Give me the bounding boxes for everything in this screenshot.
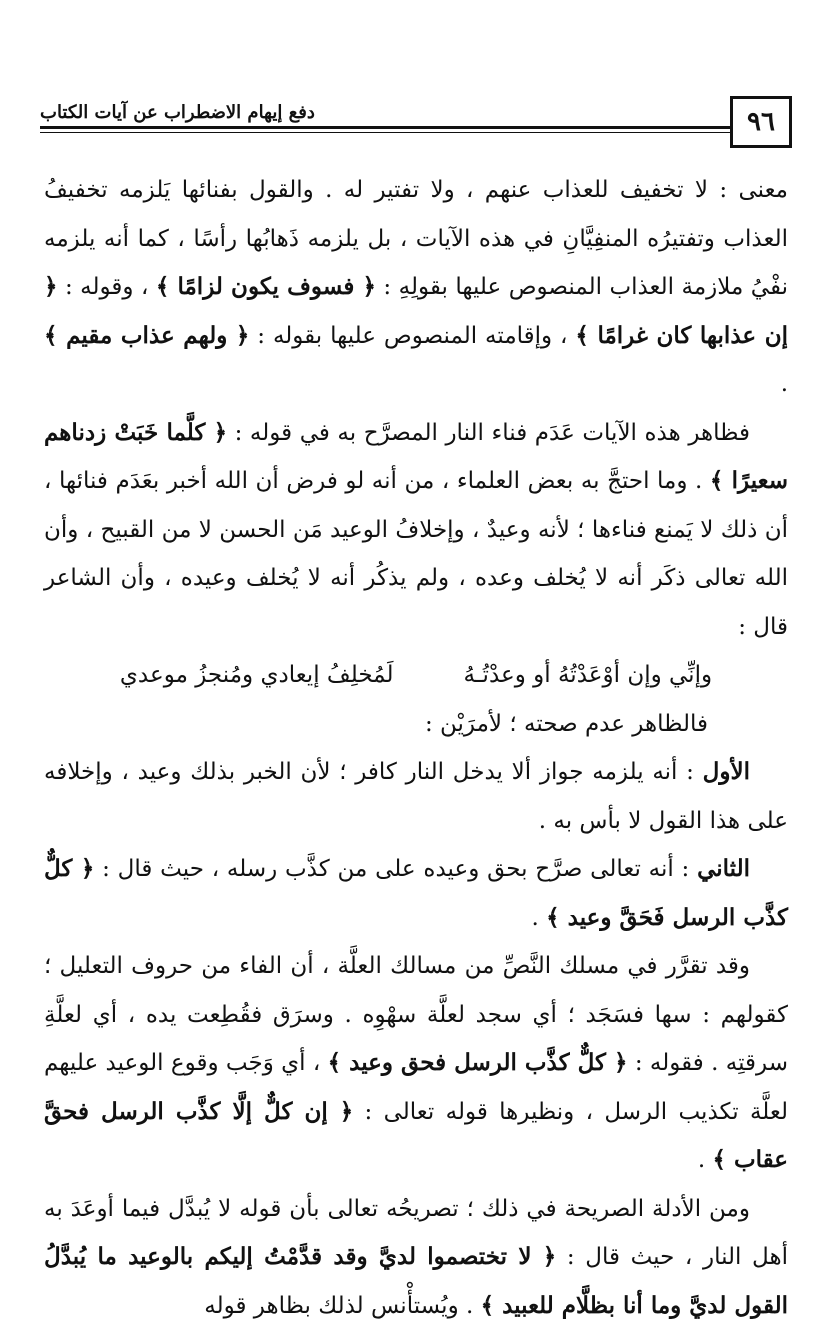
paragraph-text: . ويُستأْنس لذلك بظاهر قوله [204,1292,481,1319]
paragraph [44,845,788,942]
quran-quote: ﴿ فسوف يكون لزامًا ﴾ [155,273,376,300]
verse-first-hemistich: وإنِّي وإن أوْعَدْتُهُ أو وعدْتُـهُ [463,662,713,688]
page-header [40,96,792,156]
paragraph-text: فظاهر هذه الآيات عَدَم فناء النار المصرَّح به في قوله : [227,419,751,446]
paragraph-text: : أنه تعالى صرَّح بحق وعيده على من كذَّب رسله ، حيث قال : [94,856,698,882]
quran-quote: ﴿ كلٌّ كذَّب الرسل فحق وعيد ﴾ [327,1049,628,1076]
paragraph-text: ، أي وَجَب وقوع الوعيد عليهم لعلَّة تكذيب الرسل ، ونظيرها قوله تعالى : [44,1050,788,1125]
paragraph [44,748,788,845]
poetry-verse [44,651,788,700]
page-number: ٩٦ [747,107,775,137]
paragraph [44,942,788,1185]
quran-quote: ﴿ كلَّما خَبَتْ زدناهم سعيرًا ﴾ [44,418,788,494]
quran-quote: ﴿ إن كلٌّ إلَّا كذَّب الرسل فحقَّ عقاب ﴾ [44,1097,788,1173]
quran-quote: ﴿ ولهم عذاب مقيم ﴾ [44,321,250,349]
paragraph-text: ، وقوله : [57,274,156,300]
header-rule-thin [40,132,730,133]
after-verse-line: فالظاهر عدم صحته ؛ لأمرَيْن : [424,710,708,737]
quran-quote: الأول [702,758,750,785]
quran-quote: ﴿ كلٌّ كذَّب الرسل فَحَقَّ وعيد ﴾ [44,855,788,931]
paragraph-text: ، وإقامته المنصوص عليها بقوله : [249,322,576,349]
body-text [44,166,788,1330]
paragraph-text: . [697,1147,713,1173]
running-title: دفع إيهام الاضطراب عن آيات الكتاب [40,102,315,123]
paragraph-text: وقد تقرَّر في مسلك النَّصِّ من مسالك العلَّة ، أن الفاء من حروف التعليل ؛ كقولهم : سها فسَجَد ؛ أي سجد لعلَّة سهْوِه . وسرَق فقُطِعت يده ، أي لعلَّةِ سرقتِه . فقوله : [44,953,788,1076]
paragraph-text: . [780,371,788,397]
quran-quote: ﴿ إن عذابها كان غرامًا ﴾ [44,273,788,349]
paragraph-text: ومن الأدلة الصريحة في ذلك ؛ تصريحُه تعالى بأن قوله لا يُبدَّل فيما أوعَدَ به أهل النار ، حيث قال : [44,1195,788,1270]
paragraph-text: معنى : لا تخفيف للعذاب عنهم ، ولا تفتير له . والقول بفنائها يَلزمه تخفيفُ العذاب وتفتيرُه المنفِيَّانِ في هذه الآيات ، بل يلزمه ذَهابُها رأسًا ، كما أنه يلزمه نفْيُ ملازمة العذاب المنصوص عليها بقولِهِ : [44,177,788,300]
quran-quote: الثاني [697,855,751,882]
paragraph [44,166,788,409]
paragraph-text: : أنه يلزمه جواز ألا يدخل النار كافر ؛ لأن الخبر بذلك وعيد ، وإخلافه على هذا القول لا بأس به . [44,759,788,834]
page-number-box [730,96,792,148]
verse-second-hemistich: لَمُخلِفُ إيعادي ومُنجزُ موعدي [119,662,394,688]
paragraphs-part-1 [44,166,788,651]
paragraph-text: . وما احتجَّ به بعض العلماء ، من أنه لو فرض أن الله أخبر بعَدَم فنائها ، أن ذلك لا يَمنع فناءها ؛ لأنه وعيدٌ ، وإخلافُ الوعيد مَن الحسن لا من القبيح ، وأن الله تعالى ذكَر أنه لا يُخلف وعده ، ولم يذكُر أنه لا يُخلف وعيده ، وأن الشاعر قال : [44,468,788,640]
paragraphs-part-2 [44,748,788,1330]
header-rule-thick [40,126,730,129]
paragraph-text: . [531,904,547,931]
paragraph [44,409,788,652]
quran-quote: ﴿ لا تختصموا لديَّ وقد قدَّمْتُ إليكم بالوعيد ما يُبدَّلُ القول لديَّ وما أنا بظلَّام للعبيد ﴾ [44,1243,788,1319]
paragraph [44,1185,788,1331]
